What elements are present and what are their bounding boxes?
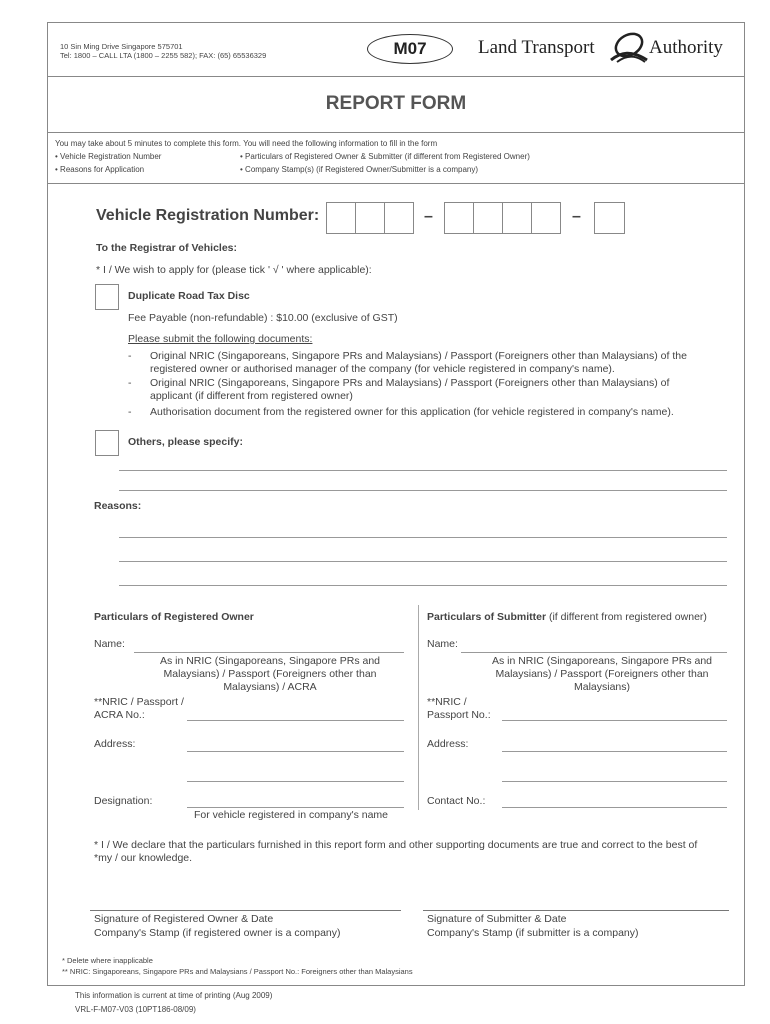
intro-item: Reasons for Application — [60, 165, 145, 174]
docs-heading: Please submit the following documents: — [128, 333, 313, 345]
owner-address-input[interactable] — [187, 781, 404, 782]
owner-address-input[interactable] — [187, 751, 404, 752]
header-contact: Tel: 1800 – CALL LTA (1800 – 2255 582); FAX: (65) 65536329 — [60, 51, 267, 60]
doc-item: Original NRIC (Singaporeans, Singapore PRs and Malaysians) / Passport (Foreigners other than Malaysians) of the registered owner or authorised manager of the company (for vehicle registered in company's name). — [150, 350, 687, 375]
doc-item: Original NRIC (Singaporeans, Singapore PRs and Malaysians) / Passport (Foreigners other than Malaysians) of applicant (if different from registered owner) — [150, 377, 670, 402]
vehicle-reg-label: Vehicle Registration Number: — [96, 207, 320, 224]
header-address: 10 Sin Ming Drive Singapore 575701 — [60, 42, 183, 51]
footer-form-ref: VRL-F-M07-V03 (10PT186-08/09) — [75, 1005, 196, 1014]
submitter-stamp-label: Company's Stamp (if submitter is a company) — [427, 927, 639, 939]
owner-designation-label: Designation: — [94, 795, 153, 807]
page-title: REPORT FORM — [325, 93, 467, 114]
owner-name-input[interactable] — [134, 652, 404, 653]
submitter-heading: Particulars of Submitter (if different from registered owner) — [427, 611, 707, 623]
submitter-contact-input[interactable] — [502, 807, 727, 808]
column-divider — [418, 605, 419, 810]
intro-item: Vehicle Registration Number — [60, 152, 162, 161]
org-name-left: Land Transport — [478, 37, 595, 58]
owner-id-label: ACRA No.: — [94, 709, 145, 721]
others-input-line[interactable] — [119, 490, 727, 491]
owner-id-input[interactable] — [187, 720, 404, 721]
submitter-name-input[interactable] — [461, 652, 727, 653]
vehicle-reg-char-box[interactable] — [502, 202, 532, 234]
owner-heading: Particulars of Registered Owner — [94, 611, 254, 623]
owner-name-note: As in NRIC (Singaporeans, Singapore PRs and Malaysians) / Passport (Foreigners other than Malaysians) / ACRA — [159, 655, 381, 693]
owner-designation-input[interactable] — [187, 807, 404, 808]
vehicle-reg-char-box[interactable] — [326, 202, 356, 234]
vehicle-reg-char-box[interactable] — [594, 202, 625, 234]
submitter-name-note: As in NRIC (Singaporeans, Singapore PRs and Malaysians) / Passport (Foreigners other than Malaysians) — [491, 655, 713, 693]
submitter-address-input[interactable] — [502, 781, 727, 782]
declaration-text: * I / We declare that the particulars furnished in this report form and other supporting documents are true and correct to the best of *my / our knowledge. — [94, 839, 698, 864]
org-name-right: Authority — [649, 37, 723, 58]
form-code-badge: M07 — [367, 34, 453, 64]
divider — [47, 132, 745, 133]
duplicate-road-tax-checkbox[interactable] — [95, 284, 119, 310]
submitter-name-label: Name: — [427, 638, 458, 650]
owner-name-label: Name: — [94, 638, 125, 650]
vehicle-reg-char-box[interactable] — [473, 202, 503, 234]
footer-print-date: This information is current at time of printing (Aug 2009) — [75, 991, 273, 1000]
vehicle-reg-dash: – — [424, 208, 433, 225]
submitter-id-input[interactable] — [502, 720, 727, 721]
reasons-input-line[interactable] — [119, 537, 727, 538]
reasons-input-line[interactable] — [119, 561, 727, 562]
footnote: ** NRIC: Singaporeans, Singapore PRs and Malaysians / Passport No.: Foreigners other than Malaysians — [62, 967, 413, 976]
vehicle-reg-char-box[interactable] — [355, 202, 385, 234]
registrar-instruction: * I / We wish to apply for (please tick ' √ ' where applicable): — [96, 264, 372, 276]
owner-id-label: **NRIC / Passport / — [94, 696, 184, 708]
submitter-address-input[interactable] — [502, 751, 727, 752]
registrar-heading: To the Registrar of Vehicles: — [96, 242, 238, 254]
lta-logo-icon — [607, 30, 649, 64]
others-input-line[interactable] — [119, 470, 727, 471]
owner-stamp-label: Company's Stamp (if registered owner is a company) — [94, 927, 341, 939]
submitter-id-label: Passport No.: — [427, 709, 491, 721]
submitter-signature-label: Signature of Submitter & Date — [427, 913, 567, 925]
submitter-address-label: Address: — [427, 738, 469, 750]
others-checkbox[interactable] — [95, 430, 119, 456]
submitter-signature-line[interactable] — [423, 910, 729, 911]
vehicle-reg-char-box[interactable] — [531, 202, 561, 234]
intro-item: Company Stamp(s) (if Registered Owner/Submitter is a company) — [245, 165, 479, 174]
vehicle-reg-char-box[interactable] — [444, 202, 474, 234]
submitter-id-label: **NRIC / — [427, 696, 467, 708]
others-label: Others, please specify: — [128, 436, 243, 448]
vehicle-reg-dash: – — [572, 208, 581, 225]
doc-item: Authorisation document from the registered owner for this application (for vehicle registered in company's name). — [150, 406, 674, 418]
divider — [47, 183, 745, 184]
owner-signature-line[interactable] — [90, 910, 401, 911]
divider — [47, 76, 745, 77]
footnote: * Delete where inapplicable — [62, 956, 153, 965]
fee-text: Fee Payable (non-refundable) : $10.00 (exclusive of GST) — [128, 312, 398, 324]
submitter-contact-label: Contact No.: — [427, 795, 486, 807]
owner-designation-note: For vehicle registered in company's name — [194, 809, 389, 821]
intro-item: Particulars of Registered Owner & Submitter (if different from Registered Owner) — [245, 152, 530, 161]
reasons-input-line[interactable] — [119, 585, 727, 586]
vehicle-reg-char-box[interactable] — [384, 202, 414, 234]
owner-signature-label: Signature of Registered Owner & Date — [94, 913, 274, 925]
owner-address-label: Address: — [94, 738, 136, 750]
intro-text: You may take about 5 minutes to complete this form. You will need the following information to fill in the form — [55, 139, 438, 148]
reasons-label: Reasons: — [94, 500, 142, 512]
duplicate-road-tax-label: Duplicate Road Tax Disc — [128, 290, 250, 302]
